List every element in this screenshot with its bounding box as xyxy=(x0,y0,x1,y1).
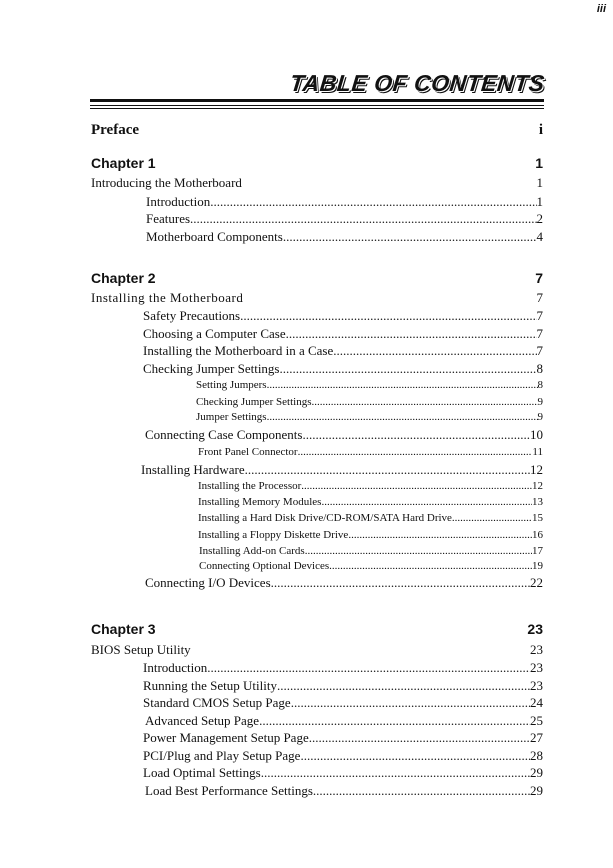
title-rule-thin-2 xyxy=(90,108,544,109)
toc-entry-page: 12 xyxy=(530,462,543,477)
toc-entry-label: Safety Precautions xyxy=(143,308,241,323)
toc-entry[interactable] xyxy=(143,307,543,324)
toc-entry-page: 7 xyxy=(536,326,543,341)
toc-entry-label: Choosing a Computer Case xyxy=(143,326,286,341)
toc-entry-page: 1 xyxy=(536,194,543,209)
toc-entry-label: Introduction xyxy=(146,194,211,209)
toc-entry-label: Load Best Performance Settings xyxy=(145,783,313,798)
preface-label: Preface xyxy=(91,122,140,138)
toc-entry-label: Motherboard Components xyxy=(146,229,283,244)
section-title: Introducing the Motherboard xyxy=(91,175,242,190)
toc-entry[interactable] xyxy=(143,677,543,694)
page-number: iii xyxy=(596,3,606,15)
toc-entry-page: 22 xyxy=(530,575,543,590)
toc-entry[interactable] xyxy=(198,527,543,544)
toc-entry[interactable] xyxy=(143,694,543,711)
toc-entry-page: 27 xyxy=(530,730,543,745)
toc-entry-label: Connecting Case Components xyxy=(145,427,303,442)
toc-entry-label: Introduction xyxy=(143,660,208,675)
toc-entry-page: 8 xyxy=(536,361,543,376)
toc-entry[interactable] xyxy=(143,764,543,781)
toc-entry-label: Connecting Optional Devices xyxy=(199,560,330,572)
toc-entry[interactable] xyxy=(143,747,543,764)
toc-entry[interactable] xyxy=(146,193,543,210)
toc-entry-page: 16 xyxy=(532,529,543,541)
toc-entry-page: 17 xyxy=(532,545,543,557)
page-title: TABLE OF CONTENTS xyxy=(289,70,547,96)
toc-entry-page: 13 xyxy=(532,496,543,508)
toc-entry[interactable] xyxy=(145,426,543,443)
toc-entry-page: 23 xyxy=(530,660,543,675)
toc-entry[interactable] xyxy=(198,494,543,511)
toc-entry-page: 15 xyxy=(532,512,543,524)
toc-entry-label: Installing the Motherboard in a Case xyxy=(143,343,334,358)
section-page: 1 xyxy=(536,175,543,190)
toc-entry-label: Setting Jumpers xyxy=(196,379,267,391)
toc-entry[interactable] xyxy=(146,210,543,227)
toc-entry-label: Installing a Hard Disk Drive/CD-ROM/SATA Hard Drive xyxy=(198,512,452,524)
toc-entry-page: 7 xyxy=(536,308,543,323)
toc-entry-page: 2 xyxy=(536,211,543,226)
toc-entry-page: 11 xyxy=(532,446,543,458)
toc-entry-page: 7 xyxy=(536,343,543,358)
toc-entry-label: Connecting I/O Devices xyxy=(145,575,271,590)
chapter-page: 1 xyxy=(535,155,543,171)
chapter-heading: Chapter 2 xyxy=(91,270,156,286)
toc-entry-page: 29 xyxy=(530,765,543,780)
toc-entry[interactable] xyxy=(196,377,543,394)
toc-entry-page: 9 xyxy=(537,411,543,423)
toc-entry-label: Standard CMOS Setup Page xyxy=(143,695,291,710)
toc-entry-label: Advanced Setup Page xyxy=(145,713,260,728)
section-page: 7 xyxy=(536,290,543,305)
toc-entry[interactable] xyxy=(198,478,543,495)
toc-entry[interactable] xyxy=(145,782,543,799)
toc-entry[interactable] xyxy=(198,510,543,527)
chapter-heading: Chapter 3 xyxy=(91,621,156,637)
chapter-heading: Chapter 1 xyxy=(91,155,156,171)
toc-entry-label: Installing Memory Modules xyxy=(198,496,322,508)
toc-entry-page: 12 xyxy=(532,480,543,492)
toc-entry[interactable] xyxy=(143,729,543,746)
toc-entry-label: Installing Add-on Cards xyxy=(199,545,305,557)
toc-entry-label: Checking Jumper Settings xyxy=(196,396,312,408)
toc-entry-label: Installing Hardware xyxy=(141,462,245,477)
toc-entry-label: Checking Jumper Settings xyxy=(143,361,280,376)
toc-entry-label: Load Optimal Settings xyxy=(143,765,261,780)
title-rule-thick xyxy=(90,99,544,102)
chapter-page: 7 xyxy=(535,270,543,286)
toc-entry[interactable] xyxy=(145,712,543,729)
toc-entry[interactable] xyxy=(141,461,543,478)
toc-entry-label: Running the Setup Utility xyxy=(143,678,277,693)
toc-entry[interactable] xyxy=(143,360,543,377)
toc-entry-label: Features xyxy=(146,211,191,226)
toc-entry-page: 23 xyxy=(530,678,543,693)
toc-entry-label: Front Panel Connector xyxy=(198,446,298,458)
section-title: Installing the Motherboard xyxy=(91,290,244,305)
toc-entry[interactable] xyxy=(196,409,543,426)
toc-entry[interactable] xyxy=(146,228,543,245)
toc-entry[interactable] xyxy=(199,558,543,575)
section-page: 23 xyxy=(530,642,543,657)
toc-entry-label: Installing the Processor xyxy=(198,480,302,492)
preface-page: i xyxy=(538,122,543,138)
toc-entry-page: 9 xyxy=(537,396,543,408)
toc-entry-label: Installing a Floppy Diskette Drive xyxy=(198,529,349,541)
toc-entry[interactable] xyxy=(143,342,543,359)
toc-entry-page: 25 xyxy=(530,713,543,728)
toc-entry[interactable] xyxy=(198,444,543,461)
toc-entry[interactable] xyxy=(143,659,543,676)
toc-entry-page: 28 xyxy=(530,748,543,763)
toc-entry-label: Power Management Setup Page xyxy=(143,730,309,745)
toc-entry-label: PCI/Plug and Play Setup Page xyxy=(143,748,301,763)
toc-entry-label: Jumper Settings xyxy=(196,411,267,423)
title-rule-thin xyxy=(90,105,544,106)
toc-entry-page: 29 xyxy=(530,783,543,798)
toc-entry-page: 10 xyxy=(530,427,543,442)
toc-entry[interactable] xyxy=(143,325,543,342)
chapter-page: 23 xyxy=(527,621,543,637)
section-title: BIOS Setup Utility xyxy=(91,642,191,657)
toc-entry-page: 8 xyxy=(537,379,543,391)
toc-entry-page: 4 xyxy=(536,229,543,244)
toc-entry[interactable] xyxy=(145,574,543,591)
toc-entry-page: 24 xyxy=(530,695,543,710)
toc-entry-page: 19 xyxy=(532,560,543,572)
